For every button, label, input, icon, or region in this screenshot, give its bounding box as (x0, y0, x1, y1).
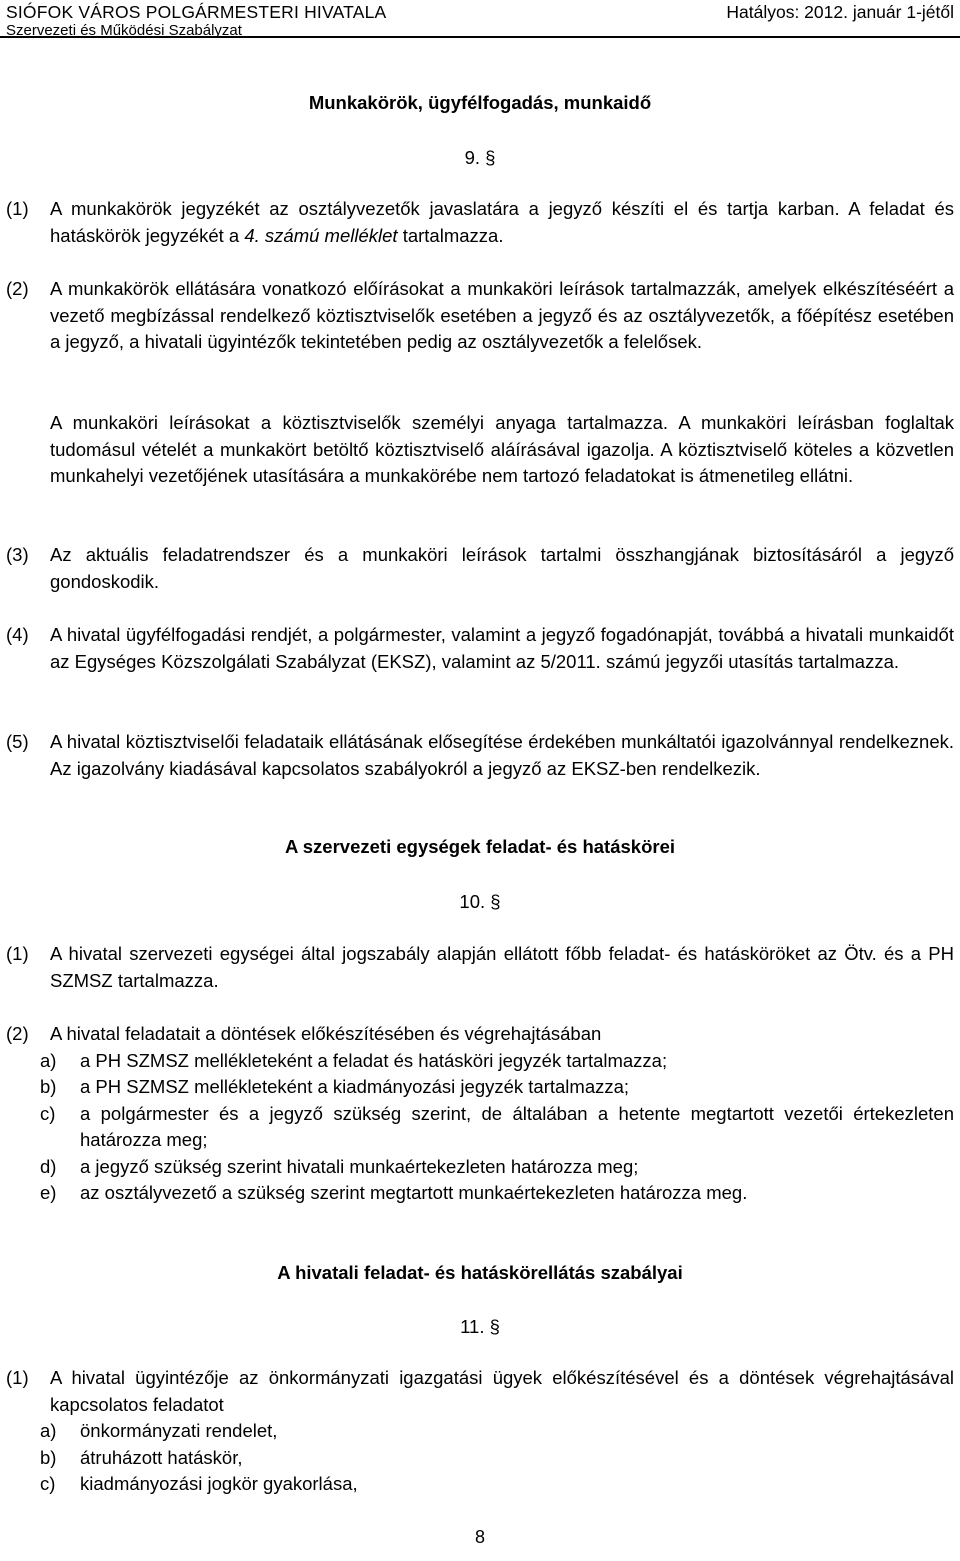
list-item (40, 1471, 954, 1498)
paragraph-9-2 (6, 276, 954, 356)
paragraph-number: (2) (6, 278, 29, 299)
item-text: átruházott hatáskör, (80, 1446, 243, 1468)
item-list (6, 1418, 954, 1498)
paragraph-number: (4) (6, 624, 29, 645)
item-list (6, 1048, 954, 1207)
list-item (40, 1154, 954, 1181)
paragraph-number: (1) (6, 943, 29, 964)
item-label: a) (40, 1420, 57, 1441)
section-number: 11. § (460, 1316, 500, 1337)
item-text: kiadmányozási jogkör gyakorlása, (80, 1473, 358, 1494)
paragraph-9-1 (6, 196, 954, 249)
list-item (40, 1101, 954, 1154)
item-label: b) (40, 1446, 57, 1468)
paragraph-text: A munkaköri leírásokat a köztisztviselők személyi anyaga tartalmazza. A munkaköri leírásban foglaltak tudomásul vételét a munkakört betöltő köztisztviselő aláírásával igazolja. A köztisztviselő köteles a közvetlen munkahelyi vezetőjének utasítására a munkakörébe nem tartozó feladatokat is átmenetileg ellátni. (50, 412, 954, 486)
paragraph-text: A hivatal ügyfélfogadási rendjét, a polgármester, valamint a jegyző fogadónapját, továbbá a hivatali munkaidőt az Egységes Közszolgálati Szabályzat (EKSZ), valamint az 5/2011. számú jegyzői utasítás tartalmazza. (50, 624, 954, 672)
paragraph-number: (1) (6, 1367, 29, 1388)
item-label: c) (40, 1102, 56, 1124)
item-text: a PH SZMSZ mellékleteként a feladat és hatásköri jegyzék tartalmazza; (80, 1049, 668, 1071)
item-label: b) (40, 1076, 57, 1097)
paragraph-text: tartalmazza. (397, 224, 504, 246)
paragraph-10-2 (6, 1021, 954, 1207)
paragraph-text: A munkakörök ellátására vonatkozó előírásokat a munkaköri leírások tartalmazzák, amelyek elkészítéséért a vezető megbízással rendelkező köztisztviselők esetében a jegyző és az osztályvezetők, a főépítész esetében a jegyző, a hivatali ügyintézők tekintetében pedig az osztályvezetők a felelősek. (50, 278, 954, 352)
list-item (40, 1418, 954, 1445)
paragraph-text: Az aktuális feladatrendszer és a munkaköri leírások tartalmi összhangjának biztosításáról a jegyző gondoskodik. (50, 544, 954, 592)
header-doc-title: Szervezeti és Működési Szabályzat (6, 22, 242, 39)
paragraph-text: A hivatal ügyintézője az önkormányzati igazgatási ügyek előkészítésével és a döntések végrehajtásával kapcsolatos feladatot (50, 1367, 954, 1415)
item-label: c) (40, 1473, 56, 1494)
paragraph-9-4 (6, 622, 954, 675)
section-title: Munkakörök, ügyfélfogadás, munkaidő (308, 92, 652, 113)
paragraph-number: (5) (6, 731, 29, 752)
paragraph-number: (2) (6, 1023, 29, 1044)
section-number: 9. § (464, 147, 496, 168)
paragraph-9-3 (6, 542, 954, 595)
paragraph-text: A hivatal szervezeti egységei által jogszabály alapján ellátott főbb feladat- és hatásköröket az Ötv. és a PH SZMSZ tartalmazza. (50, 943, 954, 991)
section-title: A hivatali feladat- és hatáskörellátás szabályai (277, 1262, 683, 1283)
list-item (40, 1048, 954, 1075)
item-label: a) (40, 1049, 57, 1071)
annex-reference: 4. számú melléklet (244, 224, 398, 246)
paragraph-10-1 (6, 941, 954, 994)
header-effective-date: Hatályos: 2012. január 1-jétől (726, 2, 954, 22)
item-text: a polgármester és a jegyző szükség szerint, de általában a hetente megtartott vezetői értekezleten határozza meg; (80, 1102, 954, 1150)
paragraph-text: A munkakörök jegyzékét az osztályvezetők javaslatára a jegyző készíti el és tartja karban. A feladat és hatáskörök jegyzékét a (50, 198, 954, 246)
list-item (40, 1074, 954, 1101)
page-header (0, 0, 960, 40)
paragraph-number: (3) (6, 544, 29, 565)
item-label: d) (40, 1155, 57, 1177)
header-org: SIÓFOK VÁROS POLGÁRMESTERI HIVATALA (6, 2, 387, 22)
list-item (40, 1445, 954, 1472)
item-text: önkormányzati rendelet, (80, 1420, 278, 1441)
paragraph-number: (1) (6, 198, 29, 219)
section-title: A szervezeti egységek feladat- és hatáskörei (284, 836, 676, 857)
item-text: a PH SZMSZ mellékleteként a kiadmányozási jegyzék tartalmazza; (80, 1076, 630, 1097)
page-number: 8 (474, 1527, 485, 1547)
paragraph-text: A hivatal köztisztviselői feladataik ellátásának elősegítése érdekében munkáltatói igazolvánnyal rendelkeznek. Az igazolvány kiadásával kapcsolatos szabályokról a jegyző az EKSZ-ben rendelkezik. (50, 731, 954, 779)
paragraph-11-1 (6, 1365, 954, 1498)
item-text: az osztályvezető a szükség szerint megtartott munkaértekezleten határozza meg. (80, 1182, 748, 1203)
item-text: a jegyző szükség szerint hivatali munkaértekezleten határozza meg; (80, 1155, 639, 1177)
section-number: 10. § (459, 891, 501, 912)
paragraph-9-5 (6, 729, 954, 782)
paragraph-text: A hivatal feladatait a döntések előkészítésében és végrehajtásában (50, 1023, 602, 1044)
item-label: e) (40, 1182, 57, 1203)
paragraph-9-2-cont (6, 410, 954, 490)
list-item (40, 1180, 954, 1207)
